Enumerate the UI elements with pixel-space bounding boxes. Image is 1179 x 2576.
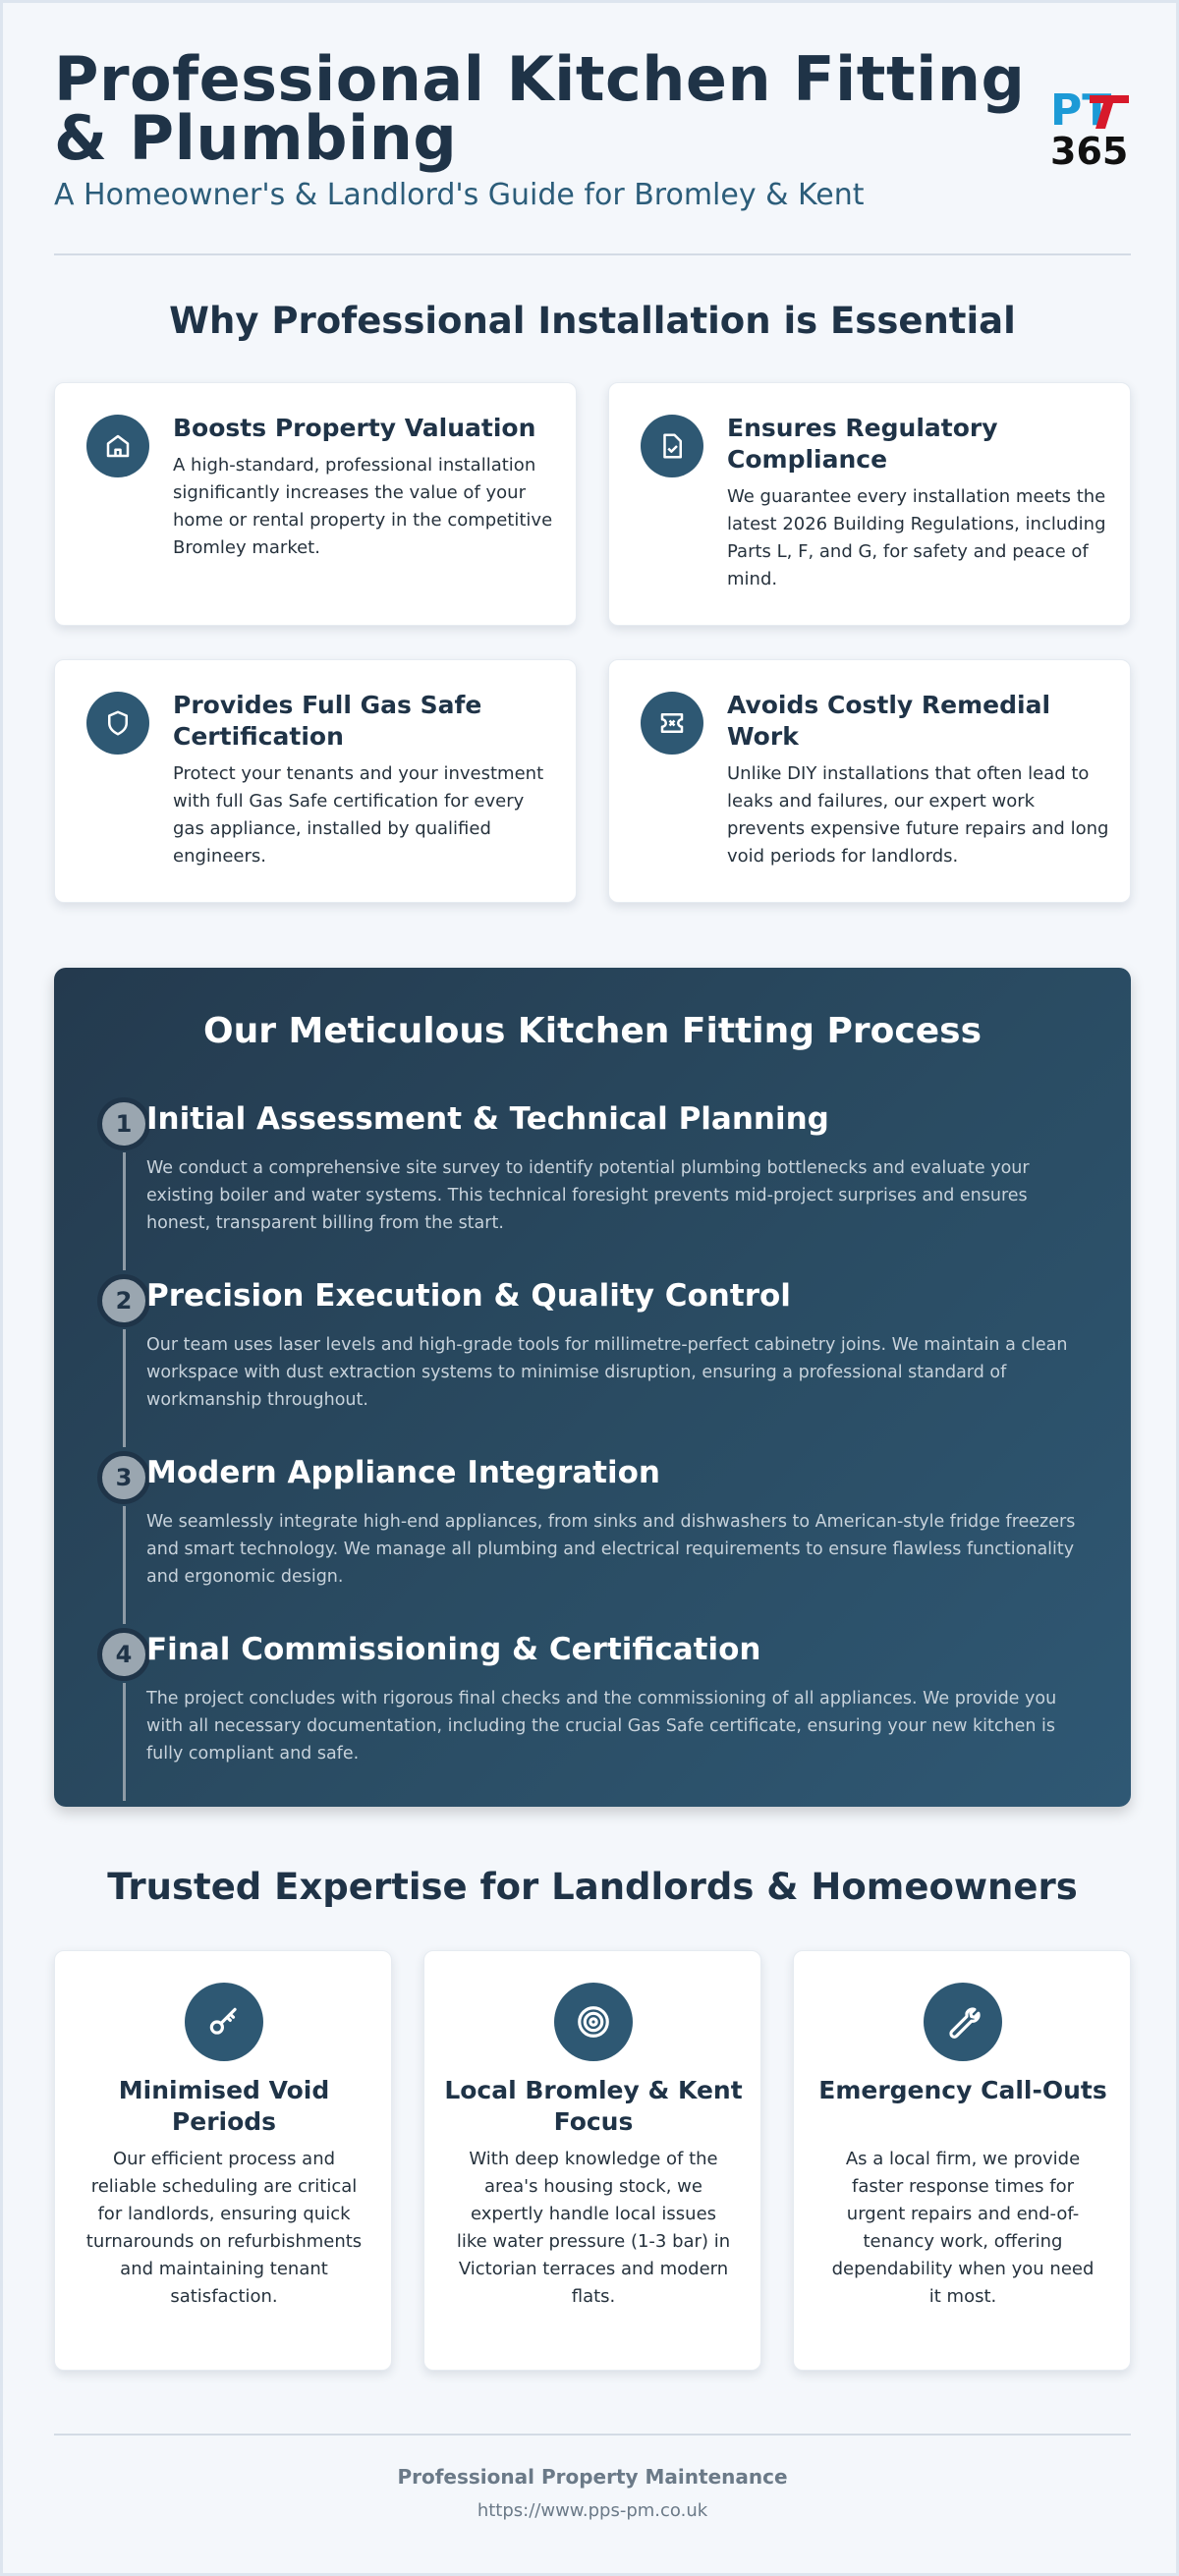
timeline-line: [123, 1506, 126, 1624]
trust-card: [423, 1950, 761, 2371]
svg-text:365: 365: [1050, 130, 1129, 168]
step-number-badge: 1: [97, 1097, 150, 1150]
benefit-text: A high-standard, professional installation significantly increases the value of your home or rental property in the competitive Bromley market.: [173, 455, 553, 558]
trust-card-title: Minimised Void Periods: [118, 2076, 330, 2136]
shield-icon: [86, 692, 149, 755]
key-icon: [185, 1983, 263, 2061]
why-section-title: Why Professional Installation is Essential: [169, 300, 1016, 342]
step-number-badge: 2: [97, 1274, 150, 1327]
timeline-line: [123, 1683, 126, 1801]
trust-section-title: Trusted Expertise for Landlords & Homeowners: [107, 1866, 1078, 1908]
trust-card: [793, 1950, 1131, 2371]
benefit-card: [608, 659, 1131, 903]
benefit-card: [608, 382, 1131, 626]
header-divider: [54, 253, 1131, 255]
house-icon: [86, 415, 149, 477]
page-subtitle: A Homeowner's & Landlord's Guide for Bromley & Kent: [54, 178, 865, 212]
target-icon: [554, 1983, 633, 2061]
step-title: Final Commissioning & Certification: [146, 1632, 761, 1667]
step-description: We conduct a comprehensive site survey to identify potential plumbing bottlenecks and evaluate your existing boiler and water systems. This technical foresight prevents mid-project surprises and ensures honest, transparent billing from the start.: [146, 1158, 1030, 1233]
trust-card-text: With deep knowledge of the area's housing stock, we expertly handle local issues like water pressure (1-3 bar) in Victorian terraces and modern flats.: [456, 2149, 731, 2307]
step-description: The project concludes with rigorous final checks and the commissioning of all appliances. We provide you with all necessary documentation, including the crucial Gas Safe certificate, ensuring your new kitchen is fully compliant and safe.: [146, 1689, 1057, 1764]
step-description: Our team uses laser levels and high-grade tools for millimetre-perfect cabinetry joins. We maintain a clean workspace with dust extraction systems to minimise disruption, ensuring a professional standard of workmanship throughout.: [146, 1335, 1068, 1410]
benefit-title: Provides Full Gas Safe Certification: [173, 691, 482, 751]
process-step: [97, 1097, 1090, 1274]
timeline-line: [123, 1152, 126, 1270]
timeline-line: [123, 1329, 126, 1447]
footer-company-name: Professional Property Maintenance: [397, 2465, 788, 2489]
trust-card: [54, 1950, 392, 2371]
page-header: [54, 43, 1131, 212]
benefit-text: Unlike DIY installations that often lead to leaks and failures, our expert work prevents expensive future repairs and long void periods for landlords.: [727, 763, 1109, 867]
benefit-text: We guarantee every installation meets the latest 2026 Building Regulations, including Parts L, F, and G, for safety and peace of mind.: [727, 486, 1106, 589]
trust-card-text: As a local firm, we provide faster response times for urgent repairs and end-of-tenancy work, offering dependability when you need it most.: [831, 2149, 1095, 2307]
benefit-card: [54, 382, 577, 626]
document-check-icon: [641, 415, 703, 477]
step-title: Initial Assessment & Technical Planning: [146, 1101, 829, 1137]
process-step: [97, 1451, 1090, 1628]
trust-card-title: Local Bromley & Kent Focus: [444, 2076, 743, 2136]
process-step: [97, 1274, 1090, 1451]
svg-text:PT: PT: [1050, 89, 1112, 136]
step-number-badge: 4: [97, 1628, 150, 1681]
footer-divider: [54, 2434, 1131, 2436]
step-title: Precision Execution & Quality Control: [146, 1278, 791, 1314]
wrench-icon: [924, 1983, 1002, 2061]
process-step: [97, 1628, 1090, 1805]
footer-website-link[interactable]: https://www.pps-pm.co.uk: [477, 2500, 708, 2521]
benefit-text: Protect your tenants and your investment with full Gas Safe certification for every gas appliance, installed by qualified engineers.: [173, 763, 544, 867]
benefit-title: Avoids Costly Remedial Work: [727, 691, 1051, 751]
benefit-title: Ensures Regulatory Compliance: [727, 414, 998, 474]
process-title: Our Meticulous Kitchen Fitting Process: [202, 1011, 982, 1051]
step-number-badge: 3: [97, 1451, 150, 1504]
benefit-card: [54, 659, 577, 903]
step-description: We seamlessly integrate high-end appliances, from sinks and dishwashers to American-style fridge freezers and smart technology. We manage all plumbing and electrical requirements to ensure flawless functionality and ergonomic design.: [146, 1512, 1076, 1587]
pt365-logo: [1050, 89, 1131, 168]
trust-card-text: Our efficient process and reliable scheduling are critical for landlords, ensuring quick turnarounds on refurbishments and maintaining tenant satisfaction.: [85, 2149, 363, 2307]
step-title: Modern Appliance Integration: [146, 1455, 660, 1490]
process-panel: [54, 968, 1131, 1807]
ticket-x-icon: [641, 692, 703, 755]
page-title: Professional Kitchen Fitting & Plumbing: [54, 43, 1026, 174]
benefit-title: Boosts Property Valuation: [173, 414, 536, 442]
trust-card-title: Emergency Call-Outs: [818, 2076, 1107, 2104]
